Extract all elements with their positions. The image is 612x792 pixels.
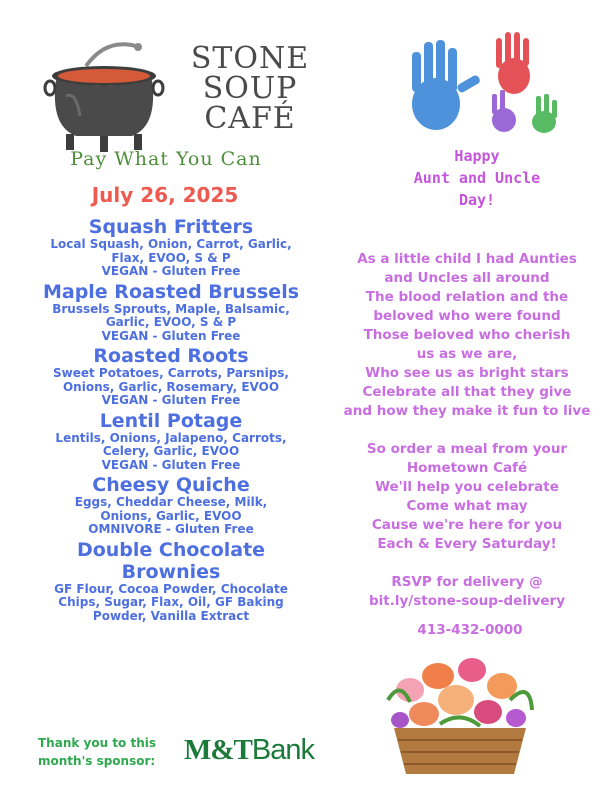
menu-item-desc-line: Onions, Garlic, Rosemary, EVOO [62, 379, 280, 394]
poem-line: As a little child I had Aunties [357, 251, 577, 267]
menu-item-desc-line: Local Squash, Onion, Carrot, Garlic, [50, 237, 292, 251]
menu-item-name: Double Chocolate Brownies [76, 538, 266, 583]
poem-line: Hometown Café [406, 460, 528, 476]
menu-item-desc [36, 367, 306, 408]
poem-line: The blood relation and the [365, 289, 569, 305]
soup-pot-icon [46, 36, 196, 156]
handprints-image [396, 24, 566, 144]
menu-item [36, 539, 306, 624]
menu-item-diet: VEGAN - Gluten Free [101, 393, 241, 407]
menu-item-desc-line: Chips, Sugar, Flax, Oil, GF Baking [58, 595, 284, 609]
poem-line: So order a meal from your [366, 441, 568, 457]
menu-date: July 26, 2025 [91, 183, 239, 207]
menu-list [36, 216, 306, 625]
poem-line: Each & Every Saturday! [377, 536, 557, 552]
menu-item [36, 474, 306, 537]
sponsor-logo-bank: Bank [251, 734, 314, 766]
poem-line: Who see us as bright stars [365, 365, 569, 381]
menu-item [36, 410, 306, 473]
menu-item-desc [36, 238, 306, 279]
poem-line: Those beloved who cherish [363, 327, 571, 343]
menu-item-name: Roasted Roots [93, 345, 249, 367]
poem-line: Cause we're here for you [371, 517, 563, 533]
holiday-title [362, 145, 592, 211]
menu-item-desc-line: Garlic, EVOO, S & P [105, 315, 237, 329]
menu-item-desc [36, 432, 306, 473]
poem-line: We'll help you celebrate [375, 479, 559, 495]
menu-item-diet: VEGAN - Gluten Free [101, 264, 241, 278]
menu-item-desc-line: Celery, Garlic, EVOO [102, 444, 240, 458]
menu-item [36, 281, 306, 344]
logo-line-2: SOUP [202, 71, 298, 106]
sponsor-logo [184, 734, 314, 767]
rsvp-line: RSVP for delivery @ [391, 574, 543, 590]
poem-line: Come what may [406, 498, 528, 514]
menu-item-name: Cheesy Quiche [92, 474, 250, 496]
sponsor-logo-mt: M&T [184, 734, 252, 766]
menu-item-name: Squash Fritters [88, 216, 254, 238]
menu-item-desc [36, 496, 306, 537]
menu-item-name: Maple Roasted Brussels [42, 280, 300, 303]
holiday-title-line: Happy [454, 147, 500, 165]
menu-item-desc-line: Sweet Potatoes, Carrots, Parsnips, [53, 366, 289, 380]
poem [332, 250, 602, 611]
tagline: Pay What You Can [70, 148, 262, 170]
logo-line-1: STONE [190, 41, 310, 76]
menu-item-desc-line: Lentils, Onions, Jalapeno, Carrots, [55, 430, 287, 445]
menu-item-desc-line: Onions, Garlic, EVOO [100, 508, 242, 523]
rsvp-link[interactable]: bit.ly/stone-soup-delivery [368, 593, 566, 609]
menu-item-desc [36, 583, 306, 624]
holiday-title-line: Aunt and Uncle [413, 169, 541, 187]
poem-line: beloved who were found [373, 308, 561, 324]
logo-wordmark [190, 41, 310, 136]
menu-item [36, 345, 306, 408]
menu-item-desc-line: Eggs, Cheddar Cheese, Milk, [74, 495, 268, 509]
menu-item-diet: OMNIVORE - Gluten Free [88, 522, 254, 536]
menu-item-diet: VEGAN - Gluten Free [101, 457, 241, 472]
menu-item-diet: VEGAN - Gluten Free [101, 328, 241, 343]
menu-item-desc-line: Flax, EVOO, S & P [111, 250, 231, 265]
sponsor-thanks [38, 734, 178, 770]
partial-phone-line: 413-432-0000 [417, 622, 523, 638]
menu-item-name: Lentil Potage [99, 409, 243, 432]
menu-item [36, 216, 306, 279]
flower-basket-image [380, 640, 540, 780]
logo-line-3: CAFÉ [204, 101, 296, 136]
poem-line: and Uncles all around [384, 270, 550, 286]
poem-line: us as we are, [416, 346, 518, 362]
holiday-title-line: Day! [458, 191, 496, 209]
sponsor-thanks-line: month's sponsor: [38, 754, 156, 768]
menu-item-desc-line: Brussels Sprouts, Maple, Balsamic, [52, 301, 290, 316]
sponsor-thanks-line: Thank you to this [38, 736, 157, 750]
menu-item-desc-line: Powder, Vanilla Extract [92, 608, 250, 623]
poem-line: Celebrate all that they give [362, 384, 572, 400]
menu-item-desc [36, 303, 306, 344]
poem-line: and how they make it fun to live [343, 403, 591, 419]
menu-item-desc-line: GF Flour, Cocoa Powder, Chocolate [54, 581, 288, 596]
